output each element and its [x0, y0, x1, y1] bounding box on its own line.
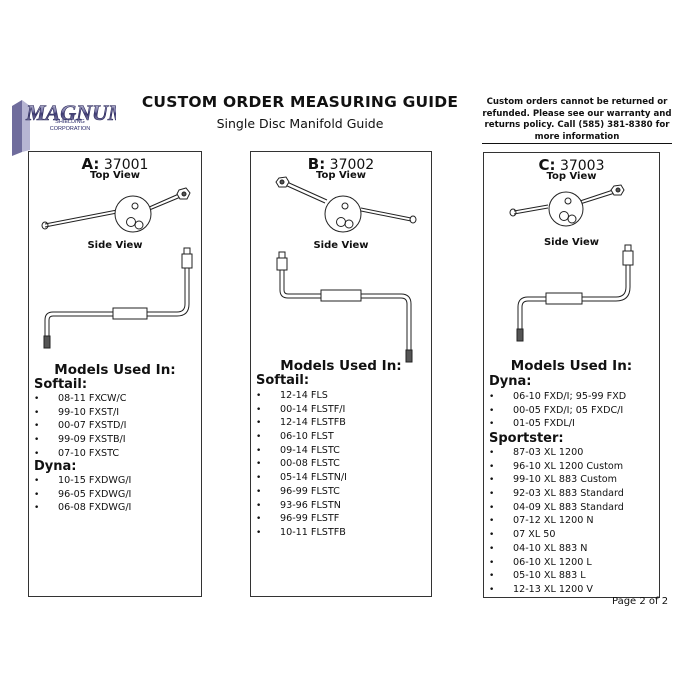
page-subtitle: Single Disc Manifold Guide — [216, 116, 384, 131]
panel-c-letter: C: — [538, 156, 556, 174]
list-item: • 12-14 FLS — [256, 389, 347, 403]
page-number: Page 2 of 2 — [612, 596, 669, 607]
list-item: • 06-10 FLST — [256, 430, 347, 444]
panel-c-top-view-diagram — [484, 181, 661, 237]
list-item: • 00-08 FLSTC — [256, 457, 347, 471]
panel-b-top-view-diagram — [251, 174, 433, 240]
panel-b-side-view-label: Side View — [313, 240, 369, 251]
list-item: • 93-96 FLSTN — [256, 499, 347, 513]
panel-a-top-view-label: Top View — [89, 170, 140, 181]
panel-a-top-view-diagram — [29, 182, 203, 242]
panel-c-side-view-diagram — [484, 243, 661, 353]
panel-c-side-view-label: Side View — [543, 237, 600, 248]
panel-a-dyna-list — [34, 474, 131, 515]
logo-line1: SHIELDING — [55, 119, 85, 125]
list-item: • 96-99 FLSTF — [256, 512, 347, 526]
list-item: • 92-03 XL 883 Standard — [489, 487, 624, 501]
list-item: • 10-11 FLSTFB — [256, 526, 347, 540]
panel-b-softail-list — [256, 389, 347, 540]
panel-a-models-title: Models Used In: — [54, 362, 176, 378]
returns-notice — [482, 97, 672, 144]
list-item: • 96-99 FLSTC — [256, 485, 347, 499]
panel-c — [483, 152, 660, 598]
panel-b-letter: B: — [307, 155, 326, 173]
panel-c-sportster-list — [489, 446, 624, 597]
page-title: CUSTOM ORDER MEASURING GUIDE — [141, 93, 459, 111]
list-item: • 07 XL 50 — [489, 528, 624, 542]
panel-c-group-dyna: Dyna: — [489, 374, 532, 389]
panel-c-dyna-list — [489, 390, 626, 431]
panel-c-models-title: Models Used In: — [510, 358, 633, 374]
panel-b-part-number: 37002 — [325, 157, 375, 173]
logo-brand: MAGNU — [26, 100, 108, 125]
list-item: • 99-10 XL 883 Custom — [489, 473, 624, 487]
panel-a-part-number: 37001 — [99, 157, 149, 173]
list-item: • 06-08 FXDWG/I — [34, 501, 131, 515]
list-item: • 01-05 FXDL/I — [489, 417, 626, 431]
panel-a-letter: A: — [81, 155, 100, 173]
list-item: • 12-13 XL 1200 V — [489, 583, 624, 597]
list-item: • 10-15 FXDWG/I — [34, 474, 131, 488]
logo-line2: CORPORATION — [49, 126, 91, 132]
list-item: • 96-10 XL 1200 Custom — [489, 460, 624, 474]
list-item: • 96-05 FXDWG/I — [34, 488, 131, 502]
list-item: • 12-14 FLSTFB — [256, 416, 347, 430]
list-item: • 99-09 FXSTB/I — [34, 433, 126, 447]
list-item: • 00-07 FXSTD/I — [34, 419, 126, 433]
panel-a-side-view-diagram — [29, 246, 203, 362]
panel-a — [28, 151, 202, 597]
panel-c-top-view-label: Top View — [546, 171, 597, 182]
returns-notice-text: Custom orders cannot be returned or refunded. Please see our warranty and returns policy. Call (585) 381-8380 for more information — [482, 97, 672, 144]
list-item: • 09-14 FLSTC — [256, 444, 347, 458]
panel-c-group-sportster: Sportster: — [489, 431, 564, 446]
list-item: • 05-14 FLSTN/I — [256, 471, 347, 485]
list-item: • 87-03 XL 1200 — [489, 446, 624, 460]
list-item: • 07-12 XL 1200 N — [489, 514, 624, 528]
list-item: • 04-10 XL 883 N — [489, 542, 624, 556]
list-item: • 06-10 XL 1200 L — [489, 556, 624, 570]
list-item: • 06-10 FXD/I; 95-99 FXD — [489, 390, 626, 404]
list-item: • 08-11 FXCW/C — [34, 392, 126, 406]
panel-b-group-softail: Softail: — [256, 373, 310, 388]
logo-mark — [8, 92, 116, 158]
panel-b-side-view-diagram — [251, 246, 433, 366]
list-item: • 00-05 FXD/I; 05 FXDC/I — [489, 404, 626, 418]
list-item: • 00-14 FLSTF/I — [256, 403, 347, 417]
magnum-logo — [8, 92, 116, 158]
list-item: • 04-09 XL 883 Standard — [489, 501, 624, 515]
panel-a-group-softail: Softail: — [34, 377, 88, 392]
list-item: • 99-10 FXST/I — [34, 406, 126, 420]
list-item: • 05-10 XL 883 L — [489, 569, 624, 583]
panel-a-group-dyna: Dyna: — [34, 459, 77, 474]
panel-a-softail-list — [34, 392, 126, 460]
panel-b-top-view-label: Top View — [315, 170, 366, 181]
panel-b-models-title: Models Used In: — [280, 358, 402, 374]
panel-a-side-view-label: Side View — [87, 240, 143, 251]
panel-c-part-number: 37003 — [555, 158, 605, 174]
panel-b — [250, 151, 432, 597]
list-item: • 07-10 FXSTC — [34, 447, 126, 461]
